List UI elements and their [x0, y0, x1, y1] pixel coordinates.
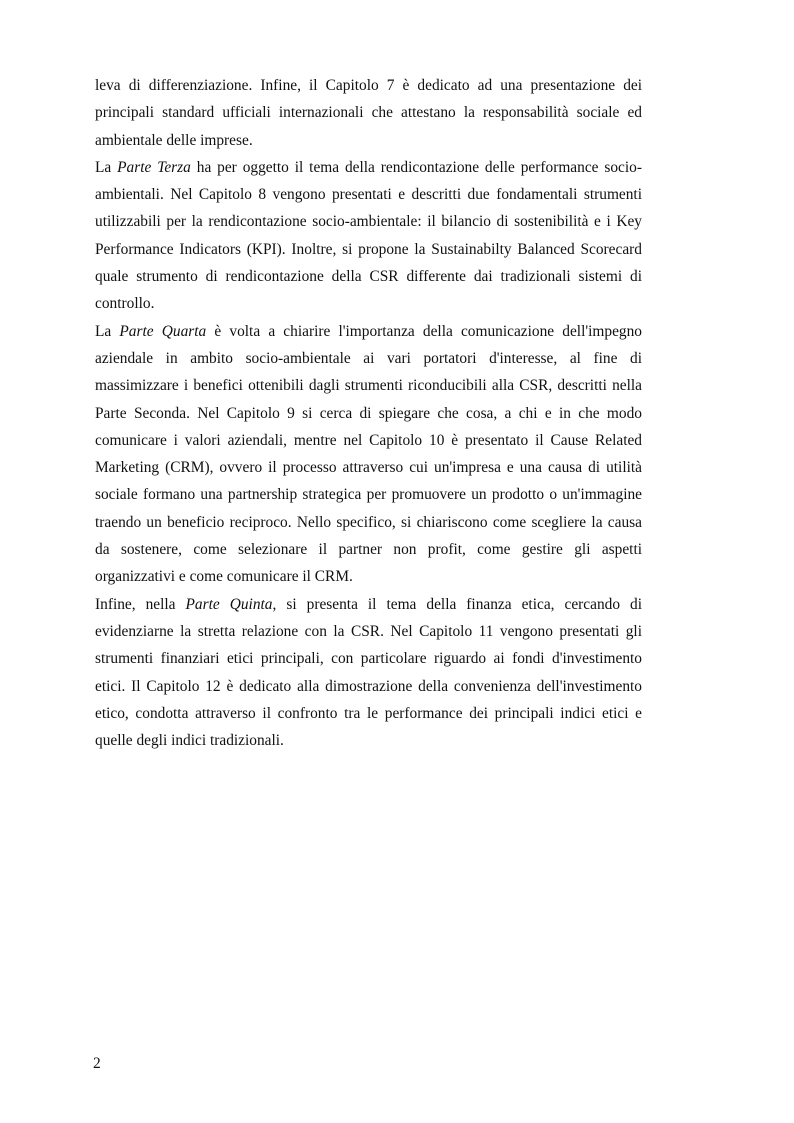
paragraph-3-text-a: La — [95, 322, 120, 340]
paragraph-4-text-b: , si presenta il tema della finanza etica, cercando di evidenziarne la stretta relazione con la CSR. Nel Capitolo 11 vengono presentati gli strumenti finanziari etici principali, con particolare riguardo ai fondi d'investimento etici. Il Capitolo 12 è dedicato alla dimostrazione della convenienza dell'investimento etico, condotta attraverso il confronto tra le performance dei principali indici etici e quelle degli indici tradizionali. — [95, 595, 643, 750]
parte-terza-heading: Parte Terza — [117, 158, 191, 176]
paragraph-2-text-a: La — [95, 158, 118, 176]
page-number: 2 — [93, 1055, 101, 1072]
paragraph-3 — [95, 318, 642, 591]
paragraph-1-text: leva di differenziazione. Infine, il Capitolo 7 è dedicato ad una presentazione dei principali standard ufficiali internazionali che attestano la responsabilità sociale ed ambientale delle imprese. — [95, 77, 642, 149]
paragraph-1 — [95, 72, 642, 154]
parte-quinta-heading: Parte Quinta — [185, 595, 273, 613]
paragraph-3-text-b: è volta a chiarire l'importanza della comunicazione dell'impegno aziendale in ambito socio-ambientale ai vari portatori d'interesse, al fine di massimizzare i benefici ottenibili dagli strumenti riconducibili alla CSR, descritti nella Parte Seconda. Nel Capitolo 9 si cerca di spiegare che cosa, a chi e in che modo comunicare i valori aziendali, mentre nel Capitolo 10 è presentato il Cause Related Marketing (CRM), ovvero il processo attraverso cui un'impresa e una causa di utilità sociale formano una partnership strategica per promuovere un prodotto o un'immagine traendo un beneficio reciproco. Nello specifico, si chiariscono come scegliere la causa da sostenere, come selezionare il partner non profit, come gestire gli aspetti organizzativi e come comunicare il CRM. — [95, 322, 642, 586]
body-text — [95, 72, 642, 754]
paragraph-2 — [95, 154, 642, 318]
parte-quarta-heading: Parte Quarta — [119, 322, 207, 340]
paragraph-2-text-b: ha per oggetto il tema della rendicontazione delle performance socio-ambientali. Nel Capitolo 8 vengono presentati e descritti due fondamentali strumenti utilizzabili per la rendicontazione socio-ambientale: il bilancio di sostenibilità e i Key Performance Indicators (KPI). Inoltre, si propone la Sustainabilty Balanced Scorecard quale strumento di rendicontazione della CSR differente dai tradizionali sistemi di controllo. — [95, 158, 642, 313]
paragraph-4-text-a: Infine, nella — [95, 595, 186, 613]
paragraph-4 — [95, 591, 642, 755]
